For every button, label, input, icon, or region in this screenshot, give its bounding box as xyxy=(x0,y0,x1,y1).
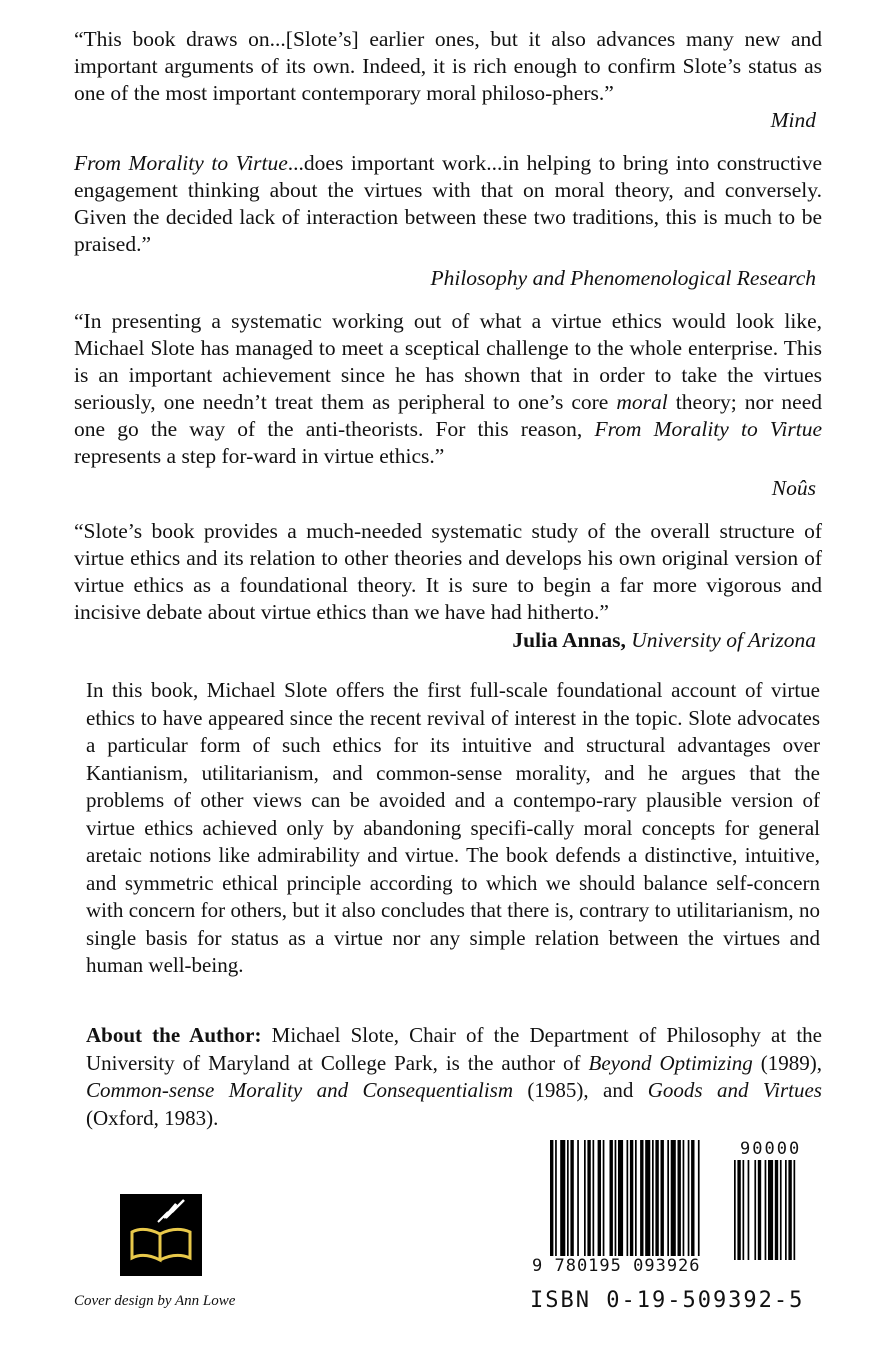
book-title: From Morality to Virtue xyxy=(74,151,288,175)
barcode-bar xyxy=(640,1140,643,1258)
barcode-bar xyxy=(550,1140,553,1258)
quote-source: Mind xyxy=(770,108,816,132)
barcode-bar xyxy=(661,1140,664,1258)
barcode-addon-bar xyxy=(780,1160,782,1260)
barcode-addon-bar xyxy=(788,1160,791,1260)
barcode-bar xyxy=(603,1140,605,1258)
quote-text: theory; nor need one go the way of the anti-theorists. For this reason, xyxy=(74,390,822,441)
review-quote-mind xyxy=(74,26,822,107)
barcode-bar xyxy=(667,1140,669,1258)
quote-affiliation: University of Arizona xyxy=(631,628,816,652)
book-title: From Morality to Virtue xyxy=(594,417,822,441)
barcode-bar xyxy=(645,1140,650,1258)
barcode-addon-bar xyxy=(754,1160,756,1260)
quote-author: Julia Annas, xyxy=(512,628,626,652)
barcode-addon-bar xyxy=(768,1160,773,1260)
barcode-bar xyxy=(570,1140,573,1258)
barcode-bar xyxy=(652,1140,654,1258)
quote-text: ...does important work...in helping to bring into constructive engagement thinking about the virtues with that on moral theory, and conversely. Given the decided lack of interaction between these two traditions, this is much to be praised.” xyxy=(74,151,822,256)
quote-source: Philosophy and Phenomenological Research xyxy=(430,266,816,290)
review-quote-nous xyxy=(74,308,822,470)
book-title: Beyond Optimizing xyxy=(588,1050,753,1075)
barcode-bar xyxy=(678,1140,681,1258)
barcode-bar xyxy=(593,1140,595,1258)
about-label: About the Author: xyxy=(86,1023,262,1047)
about-text: Michael Slote, Chair of the Department of Philosophy at the University of Maryland at College Park, is the author of xyxy=(86,1023,822,1075)
isbn-number: ISBN 0-19-509392-5 xyxy=(530,1288,805,1313)
quote-text: “Slote’s book provides a much-needed systematic study of the overall structure of virtue ethics and its relation to other theories and develops his own original version of virtue ethics as a foundational theory. It is sure to begin a far more vigorous and incisive debate about virtue ethics than we have had hitherto.” xyxy=(74,519,822,624)
about-text: (1985), and xyxy=(513,1078,648,1102)
quote-source: Noûs xyxy=(771,476,816,500)
barcode-bar xyxy=(615,1140,617,1258)
quote-text: represents a step for-ward in virtue ethics.” xyxy=(74,444,445,468)
quote-text: “This book draws on...[Slote’s] earlier ones, but it also advances many new and important arguments of its own. Indeed, it is rich enough to confirm Slote’s status as one of the most important contemporary moral philoso-phers.” xyxy=(74,27,822,105)
barcode-addon-digits: 90000 xyxy=(740,1139,802,1159)
barcode-bar xyxy=(683,1140,685,1258)
book-title: Common-sense Morality and Consequentialism xyxy=(86,1078,513,1102)
barcode-bar xyxy=(587,1140,590,1258)
barcode-addon-bar xyxy=(743,1160,745,1260)
barcode-addon-bar xyxy=(737,1160,740,1260)
about-text: (1989), xyxy=(752,1050,822,1075)
barcode-digits: 9 780195 093926 xyxy=(532,1256,701,1276)
barcode-bar xyxy=(567,1140,569,1258)
barcode-bar xyxy=(655,1140,658,1258)
barcode-addon-bar xyxy=(758,1160,761,1260)
barcode-addon-bar xyxy=(734,1160,736,1260)
open-book-lightning-icon xyxy=(120,1194,202,1276)
barcode-bar xyxy=(555,1140,557,1258)
book-description: In this book, Michael Slote offers the first full-scale foundational account of virtue ethics to have appeared since the recent revival of interest in the topic. Slote advocates a particular form of such ethics for its intuitive and structural advantages over Kantianism, utilitarianism, and common-sense morality, and he argues that the problems of other views can be avoided and a contempo-rary plausible version of virtue ethics achieved only by abandoning specifi-cally moral concepts for general aretaic notions like admirability and virtue. The book defends a distinctive, intuitive, and symmetric ethical principle according to which we should balance self-concern with concern for others, but it also concludes that there is, contrary to utilitarianism, no single basis for status as a virtue nor any simple relation between the virtues and human well-being. xyxy=(86,678,820,977)
publisher-logo xyxy=(120,1194,202,1276)
barcode-bar xyxy=(627,1140,629,1258)
barcode-bar xyxy=(598,1140,601,1258)
barcode-bar xyxy=(630,1140,633,1258)
barcode-bar xyxy=(698,1140,700,1258)
book-title: Goods and Virtues xyxy=(647,1078,822,1102)
barcode-addon-bar xyxy=(785,1160,787,1260)
barcode-bar xyxy=(671,1140,676,1258)
barcode-addon-bar xyxy=(748,1160,750,1260)
barcode-bar xyxy=(560,1140,565,1258)
barcode-bar xyxy=(584,1140,586,1258)
about-the-author xyxy=(86,1022,822,1132)
barcode-bar xyxy=(577,1140,579,1258)
barcode-addon-bar xyxy=(765,1160,767,1260)
barcode-bar xyxy=(688,1140,690,1258)
barcode-bar xyxy=(610,1140,613,1258)
barcode-addon-bar xyxy=(775,1160,778,1260)
barcode-bar xyxy=(618,1140,623,1258)
review-quote-annas xyxy=(74,518,822,626)
barcode-bar xyxy=(635,1140,637,1258)
quote-attribution xyxy=(512,628,816,653)
barcode-bar xyxy=(691,1140,694,1258)
emphasis: moral xyxy=(616,390,668,414)
quote-text: “In presenting a systematic working out of what a virtue ethics would look like, Michael Slote has managed to meet a sceptical challenge to the whole enterprise. This is an important achievement since he has shown that in order to take the virtues seriously, one needn’t treat them as peripheral to one’s core xyxy=(74,309,822,414)
cover-credit: Cover design by Ann Lowe xyxy=(74,1293,236,1309)
barcode-addon-bar xyxy=(794,1160,796,1260)
about-text: (Oxford, 1983). xyxy=(86,1105,219,1130)
review-quote-ppr xyxy=(74,150,822,258)
